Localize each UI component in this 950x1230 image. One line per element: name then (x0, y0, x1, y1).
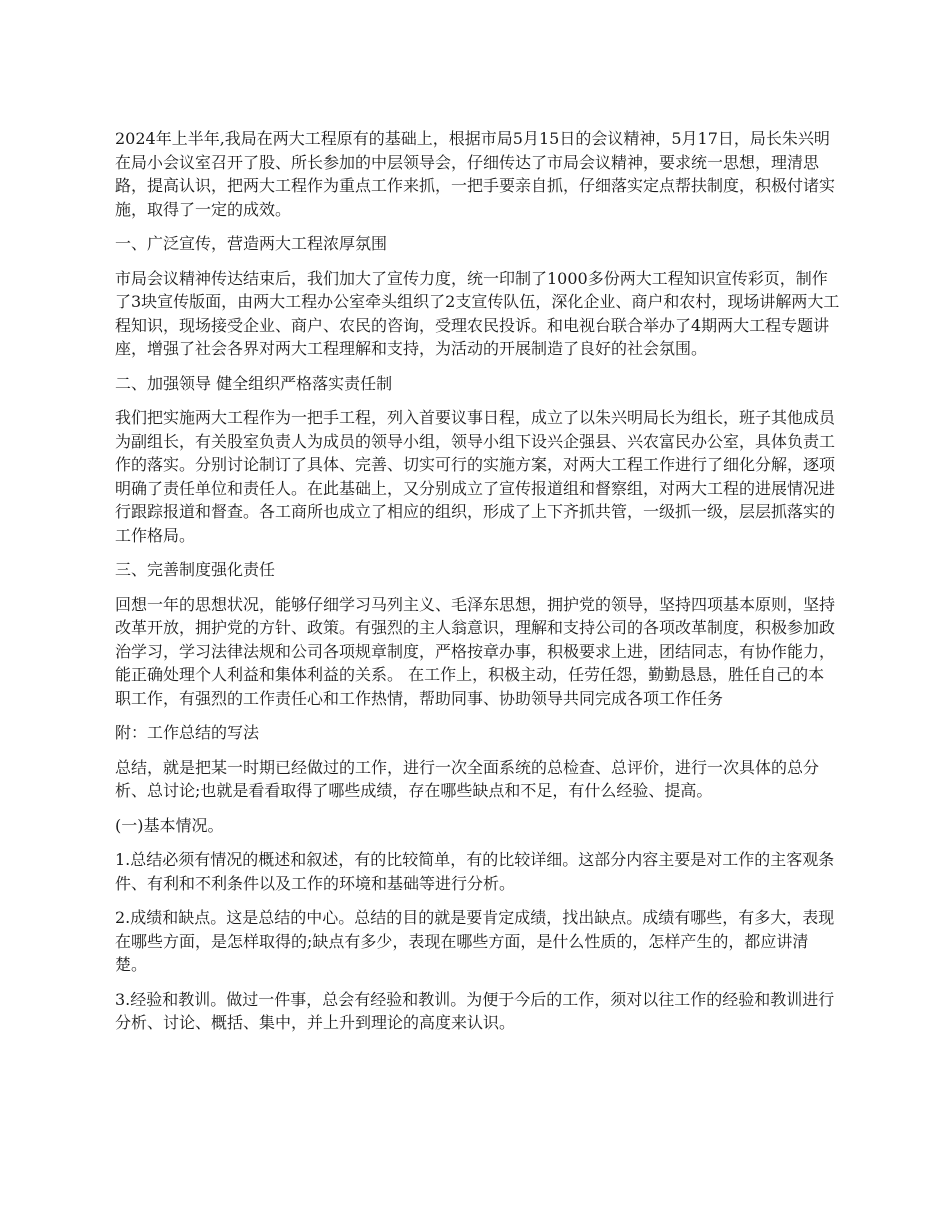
list-item-1: 1.总结必须有情况的概述和叙述，有的比较简单，有的比较详细。这部分内容主要是对工作的主客观条件、有利和不利条件以及工作的环境和基础等进行分析。 (115, 850, 835, 893)
section-heading-2: 二、加强领导 健全组织严格落实责任制 (115, 373, 393, 393)
section-3-paragraph: 回想一年的思想状况，能够仔细学习马列主义、毛泽东思想，拥护党的领导，坚持四项基本原则，坚持改革开放，拥护党的方针、政策。有强烈的主人翁意识，理解和支持公司的各项改革制度，积极参加政治学习，学习法律法规和公司各项规章制度，严格按章办事，积极要求上进，团结同志，有协作能力，能正确处理个人利益和集体利益的关系。 在工作上，积极主动，任劳任怨，勤勤恳恳，胜任自己的本职工作，有强烈的工作责任心和工作热情，帮助同事、协助领导共同完成各项工作任务 (115, 594, 836, 708)
section-1-paragraph: 市局会议精神传达结束后，我们加大了宣传力度，统一印制了1000多份两大工程知识宣传彩页，制作了3块宣传版面，由两大工程办公室牵头组织了2支宣传队伍，深化企业、商户和农村，现场讲解两大工程知识，现场接受企业、商户、农民的咨询，受理农民投诉。和电视台联合举办了4期两大工程专题讲座，增强了社会各界对两大工程理解和支持，为活动的开展制造了良好的社会氛围。 (115, 268, 840, 358)
section-heading-3: 三、完善制度强化责任 (115, 560, 276, 579)
section-heading-1: 一、广泛宣传，营造两大工程浓厚氛围 (115, 234, 388, 253)
intro-paragraph: 2024年上半年,我局在两大工程原有的基础上，根据市局5月15日的会议精神，5月17日，局长朱兴明在局小会议室召开了股、所长参加的中层领导会，仔细传达了市局会议精神，要求统一思想，理清思路，提高认识，把两大工程作为重点工作来抓，一把手要亲自抓，仔细落实定点帮扶制度，积极付诸实施，取得了一定的成效。 (115, 129, 836, 219)
document-page (115, 127, 840, 1046)
list-item-2: 2.成绩和缺点。这是总结的中心。总结的目的就是要肯定成绩，找出缺点。成绩有哪些，有多大，表现在哪些方面，是怎样取得的;缺点有多少，表现在哪些方面，是什么性质的，怎样产生的，都应讲清楚。 (115, 908, 835, 974)
basic-situation-heading: (一)基本情况。 (115, 815, 224, 835)
appendix-intro-paragraph: 总结，就是把某一时期已经做过的工作，进行一次全面系统的总检查、总评价，进行一次具体的总分析、总讨论;也就是看看取得了哪些成绩，存在哪些缺点和不足，有什么经验、提高。 (115, 757, 820, 800)
list-item-3: 3.经验和教训。做过一件事，总会有经验和教训。为便于今后的工作，须对以往工作的经验和教训进行分析、讨论、概括、集中，并上升到理论的高度来认识。 (115, 989, 835, 1032)
appendix-heading: 附：工作总结的写法 (115, 723, 260, 742)
section-2-paragraph: 我们把实施两大工程作为一把手工程，列入首要议事日程，成立了以朱兴明局长为组长，班子其他成员为副组长，有关股室负责人为成员的领导小组，领导小组下设兴企强县、兴农富民办公室，具体负责工作的落实。分别讨论制订了具体、完善、切实可行的实施方案，对两大工程工作进行了细化分解，逐项明确了责任单位和责任人。在此基础上，又分别成立了宣传报道组和督察组，对两大工程的进展情况进行跟踪报道和督查。各工商所也成立了相应的组织，形成了上下齐抓共管，一级抓一级，层层抓落实的工作格局。 (115, 408, 836, 545)
